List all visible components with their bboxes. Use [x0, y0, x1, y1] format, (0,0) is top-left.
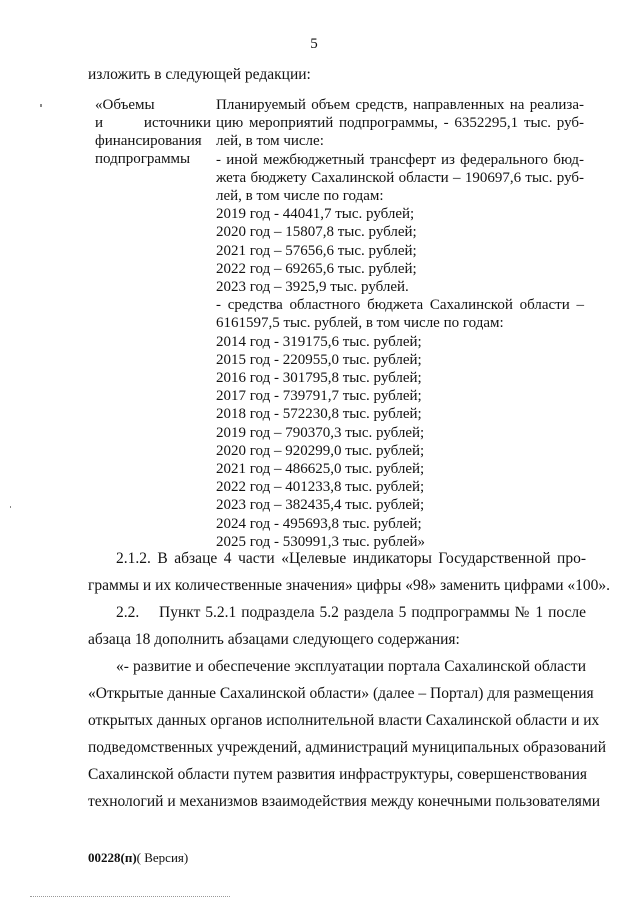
- funding-year-line: 2024 год - 495693,8 тыс. рублей;: [216, 515, 422, 532]
- scan-speck: [10, 506, 11, 508]
- paragraph-line: Сахалинской области путем развития инфраструктуры, совершенствования: [88, 766, 588, 783]
- right-cell-line: Планируемый объем средств, направленных на реализа-: [216, 97, 584, 113]
- funding-year-line: 2020 год – 15807,8 тыс. рублей;: [216, 224, 417, 241]
- left-cell-word: источники: [143, 115, 211, 131]
- scan-speck: [40, 104, 42, 107]
- table-right-cell: [216, 96, 584, 551]
- funding-year-line: 2017 год - 739791,7 тыс. рублей;: [216, 388, 422, 405]
- page-number: 5: [310, 36, 318, 52]
- right-cell-line: - иной межбюджетный трансферт из федерального бюд-: [216, 151, 584, 168]
- paragraph-2-1-2: [88, 545, 610, 599]
- paragraph-line: открытых данных органов исполнительной власти Сахалинской области и их: [88, 712, 600, 729]
- paragraph-2-2: [88, 599, 586, 653]
- funding-year-line: 2021 год – 486625,0 тыс. рублей;: [216, 461, 425, 478]
- right-cell-line: цию мероприятий подпрограммы, - 6352295,1 тыс. руб-: [216, 115, 584, 132]
- funding-year-line: 2025 год - 530991,3 тыс. рублей»: [216, 533, 426, 550]
- document-footer: [88, 850, 188, 866]
- right-cell-line: жета бюджету Сахалинской области – 190697,6 тыс. руб-: [216, 169, 584, 186]
- right-cell-line: лей, в том числе:: [216, 133, 324, 150]
- paragraph-line: абзаца 18 дополнить абзацами следующего содержания:: [88, 631, 460, 648]
- left-cell-line: «Объемы: [95, 97, 155, 113]
- document-code: 00228(п): [88, 850, 137, 865]
- funding-year-line: 2014 год - 319175,6 тыс. рублей;: [216, 333, 422, 350]
- funding-year-line: 2015 год - 220955,0 тыс. рублей;: [216, 351, 422, 368]
- right-cell-line: лей, в том числе по годам:: [216, 188, 384, 205]
- paragraph-line: «- развитие и обеспечение эксплуатации портала Сахалинской области: [116, 658, 586, 675]
- right-cell-line: - средства областного бюджета Сахалинской области –: [216, 297, 584, 314]
- left-cell-line: финансирования: [95, 133, 202, 149]
- paragraph-line: подведомственных учреждений, администраций муниципальных образований: [88, 739, 607, 756]
- paragraph-line: «Открытые данные Сахалинской области» (далее – Портал) для размещения: [88, 685, 594, 702]
- paragraph-line: технологий и механизмов взаимодействия между конечными пользователями: [88, 793, 601, 810]
- paragraph-line: граммы и их количественные значения» цифры «98» заменить цифрами «100».: [88, 577, 610, 594]
- funding-year-line: 2022 год – 69265,6 тыс. рублей;: [216, 260, 417, 277]
- intro-text: изложить в следующей редакции:: [88, 66, 311, 83]
- paragraph-line: 2.2. Пункт 5.2.1 подраздела 5.2 раздела 5 подпрограммы № 1 после: [116, 604, 586, 621]
- funding-year-line: 2016 год - 301795,8 тыс. рублей;: [216, 370, 422, 387]
- funding-year-line: 2021 год – 57656,6 тыс. рублей;: [216, 242, 417, 259]
- document-version: ( Версия): [136, 850, 189, 865]
- funding-year-line: 2019 год – 790370,3 тыс. рублей;: [216, 424, 425, 441]
- funding-year-line: 2018 год - 572230,8 тыс. рублей;: [216, 406, 422, 423]
- paragraph-quote: [88, 653, 607, 815]
- funding-year-line: 2020 год – 920299,0 тыс. рублей;: [216, 442, 425, 459]
- left-cell-word: и: [95, 115, 104, 131]
- paragraph-line: 2.1.2. В абзаце 4 части «Целевые индикаторы Государственной про-: [116, 550, 586, 567]
- scan-artifact: [30, 896, 230, 903]
- right-cell-line: 6161597,5 тыс. рублей, в том числе по годам:: [216, 315, 504, 332]
- left-cell-line: подпрограммы: [95, 151, 191, 167]
- table-left-cell: [95, 96, 211, 168]
- funding-year-line: 2019 год - 44041,7 тыс. рублей;: [216, 206, 415, 223]
- funding-year-line: 2023 год – 382435,4 тыс. рублей;: [216, 497, 425, 514]
- funding-year-line: 2023 год – 3925,9 тыс. рублей.: [216, 279, 409, 296]
- left-cell-line: [95, 114, 211, 132]
- funding-year-line: 2022 год – 401233,8 тыс. рублей;: [216, 479, 425, 496]
